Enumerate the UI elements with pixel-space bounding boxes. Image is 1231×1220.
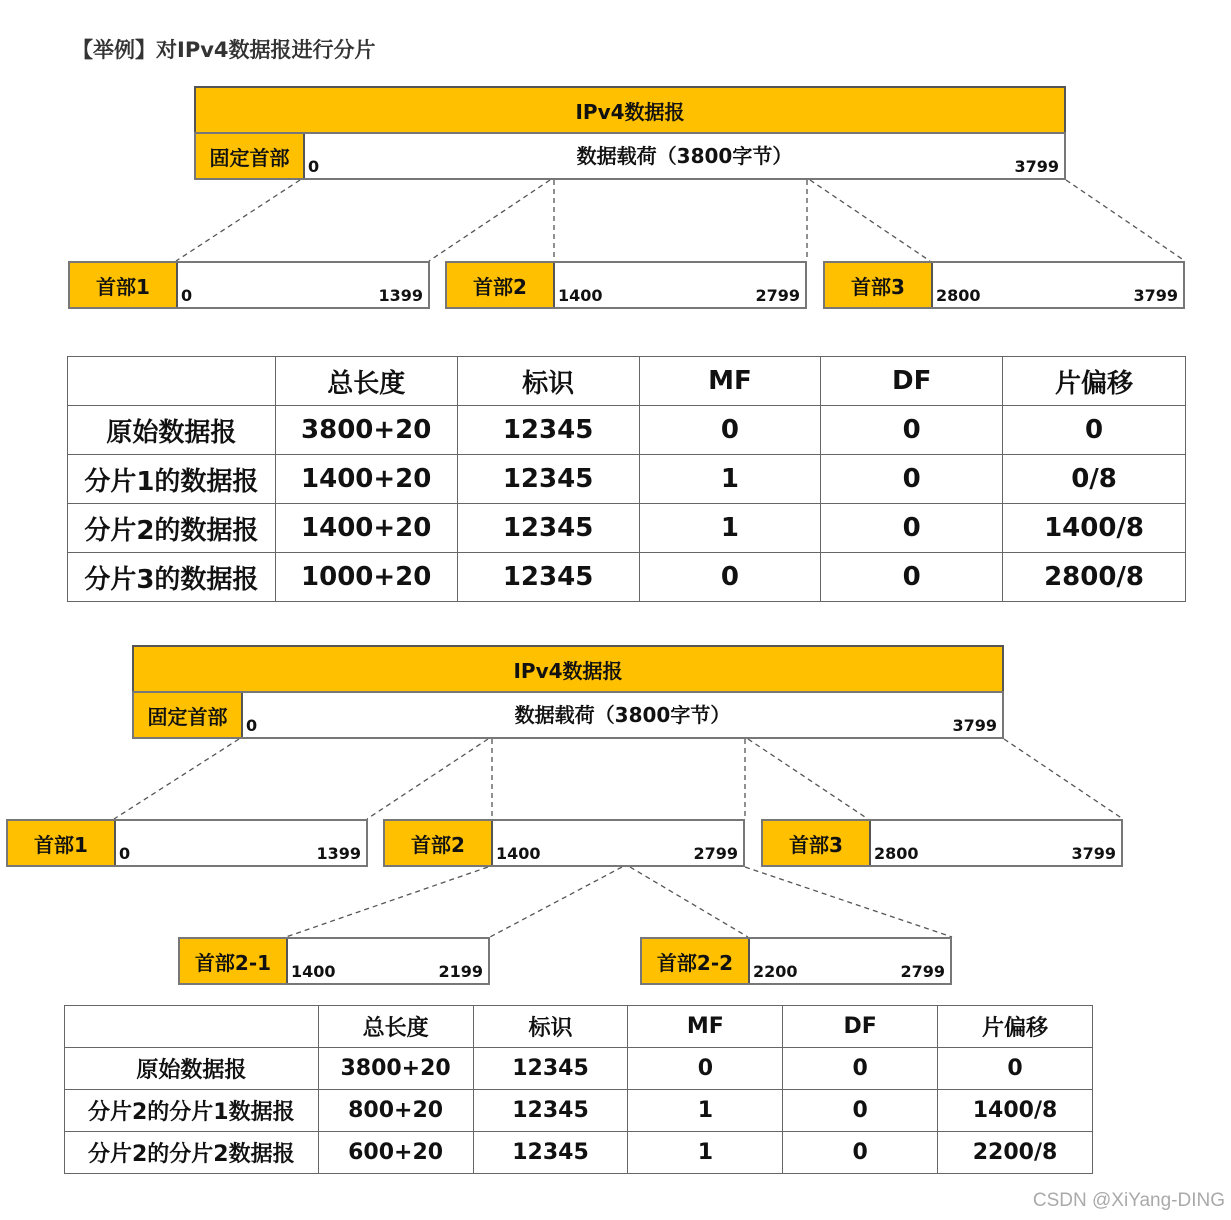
table-cell: 0 xyxy=(783,1132,938,1174)
table-cell: MF xyxy=(628,1006,783,1048)
fragment-2-end: 2799 xyxy=(755,286,800,305)
table-cell: 片偏移 xyxy=(1003,357,1186,406)
table-cell: 2800/8 xyxy=(1003,553,1186,602)
table-cell: 分片2的分片2数据报 xyxy=(65,1132,319,1174)
subfragment-2-1-header-label: 首部2-1 xyxy=(194,950,272,975)
table-cell: 12345 xyxy=(457,455,639,504)
fragment-3 xyxy=(823,261,1185,309)
table-cell: MF xyxy=(639,357,821,406)
fragment-3-header-label: 首部3 xyxy=(789,832,843,857)
table-cell: 12345 xyxy=(473,1132,628,1174)
fragment-1-header xyxy=(70,263,178,307)
fragment-1-end: 1399 xyxy=(378,286,423,305)
subfragment-2-2-payload xyxy=(750,939,950,983)
datagram-bar-label: IPv4数据报 xyxy=(575,99,685,124)
subfragment-2-1-payload xyxy=(288,939,488,983)
table-cell: 0 xyxy=(821,406,1003,455)
fragment-3-start: 2800 xyxy=(874,844,919,863)
table-cell: 0 xyxy=(1003,406,1186,455)
payload-end: 3799 xyxy=(952,716,997,735)
subfragment-2-1 xyxy=(178,937,490,985)
table-cell: 1400+20 xyxy=(275,455,457,504)
fragment-table-2 xyxy=(64,1005,1093,1174)
table-cell: 片偏移 xyxy=(938,1006,1093,1048)
fragment-2-header-label: 首部2 xyxy=(411,832,465,857)
table-cell: 0 xyxy=(821,455,1003,504)
fragment-2-header-label: 首部2 xyxy=(473,274,527,299)
payload-start: 0 xyxy=(246,716,258,735)
datagram-bar xyxy=(194,86,1066,134)
fixed-header-label: 固定首部 xyxy=(147,704,228,729)
fragment-1-start: 0 xyxy=(119,844,131,863)
table-cell: 12345 xyxy=(473,1090,628,1132)
fragment-3-header xyxy=(825,263,933,307)
payload-end: 3799 xyxy=(1014,157,1059,176)
page-title: 【举例】对IPv4数据报进行分片 xyxy=(72,38,376,62)
table-cell: 0 xyxy=(639,553,821,602)
fragment-3-payload xyxy=(933,263,1183,307)
fixed-header xyxy=(134,693,243,737)
subfragment-2-2-start: 2200 xyxy=(753,962,798,981)
fragment-3 xyxy=(761,819,1123,867)
table-cell: DF xyxy=(821,357,1003,406)
table-row xyxy=(68,406,1186,455)
table-row xyxy=(68,455,1186,504)
table-cell xyxy=(68,357,276,406)
payload-label: 数据载荷（3800字节） xyxy=(514,703,731,728)
fragment-3-end: 3799 xyxy=(1133,286,1178,305)
subfragment-2-2 xyxy=(640,937,952,985)
datagram-bar-2 xyxy=(132,645,1004,693)
table-cell: 总长度 xyxy=(275,357,457,406)
table-cell: 分片3的数据报 xyxy=(68,553,276,602)
table-cell: 0 xyxy=(783,1048,938,1090)
payload-label: 数据载荷（3800字节） xyxy=(576,144,793,169)
fragment-1-header xyxy=(8,821,116,865)
subfragment-2-2-header xyxy=(642,939,750,983)
table-cell xyxy=(65,1006,319,1048)
table-cell: 原始数据报 xyxy=(65,1048,319,1090)
fragment-2 xyxy=(383,819,745,867)
table-cell: 0 xyxy=(628,1048,783,1090)
table-cell: 1 xyxy=(628,1132,783,1174)
table-cell: 1 xyxy=(628,1090,783,1132)
csdn-watermark: CSDN @XiYang-DING xyxy=(1032,1190,1225,1211)
table-cell: 1400/8 xyxy=(938,1090,1093,1132)
table-cell: 0 xyxy=(821,553,1003,602)
table-cell: 0 xyxy=(783,1090,938,1132)
fragment-3-header xyxy=(763,821,871,865)
subfragment-2-1-start: 1400 xyxy=(291,962,336,981)
table-cell: 800+20 xyxy=(318,1090,473,1132)
subfragment-2-1-end: 2199 xyxy=(438,962,483,981)
fragment-1-end: 1399 xyxy=(316,844,361,863)
table-cell: 1 xyxy=(639,455,821,504)
table-header-row xyxy=(65,1006,1093,1048)
table-cell: 3800+20 xyxy=(275,406,457,455)
table-cell: 分片2的分片1数据报 xyxy=(65,1090,319,1132)
table-cell: 1 xyxy=(639,504,821,553)
table-row xyxy=(65,1048,1093,1090)
table-cell: 分片1的数据报 xyxy=(68,455,276,504)
fragment-1 xyxy=(6,819,368,867)
subfragment-2-1-header xyxy=(180,939,288,983)
datagram-bar-label: IPv4数据报 xyxy=(513,658,623,683)
table-cell: 1400/8 xyxy=(1003,504,1186,553)
table-cell: 1000+20 xyxy=(275,553,457,602)
table-row xyxy=(68,553,1186,602)
fragment-1-start: 0 xyxy=(181,286,193,305)
table-cell: 600+20 xyxy=(318,1132,473,1174)
datagram-row-2 xyxy=(132,691,1004,739)
table-cell: 12345 xyxy=(457,406,639,455)
fragment-3-payload xyxy=(871,821,1121,865)
fragment-1-payload xyxy=(116,821,366,865)
fragment-2-start: 1400 xyxy=(496,844,541,863)
fixed-header-label: 固定首部 xyxy=(209,145,290,170)
table-cell: 标识 xyxy=(457,357,639,406)
table-row xyxy=(65,1090,1093,1132)
fragment-3-header-label: 首部3 xyxy=(851,274,905,299)
fragment-1-header-label: 首部1 xyxy=(34,832,88,857)
table-cell: 12345 xyxy=(473,1048,628,1090)
table-row xyxy=(68,504,1186,553)
datagram-row xyxy=(194,132,1066,180)
table-header-row xyxy=(68,357,1186,406)
table-cell: 标识 xyxy=(473,1006,628,1048)
table-cell: 3800+20 xyxy=(318,1048,473,1090)
payload xyxy=(243,693,1002,737)
fragment-2 xyxy=(445,261,807,309)
fragment-2-payload xyxy=(555,263,805,307)
fixed-header xyxy=(196,134,305,178)
table-cell: 分片2的数据报 xyxy=(68,504,276,553)
table-cell: 0 xyxy=(821,504,1003,553)
fragment-2-start: 1400 xyxy=(558,286,603,305)
payload xyxy=(305,134,1064,178)
table-cell: 0 xyxy=(938,1048,1093,1090)
table-cell: 总长度 xyxy=(318,1006,473,1048)
fragment-2-payload xyxy=(493,821,743,865)
fragment-3-end: 3799 xyxy=(1071,844,1116,863)
table-cell: 0/8 xyxy=(1003,455,1186,504)
fragment-1-header-label: 首部1 xyxy=(96,274,150,299)
fragment-table-1 xyxy=(67,356,1186,602)
fragment-3-start: 2800 xyxy=(936,286,981,305)
table-cell: 1400+20 xyxy=(275,504,457,553)
subfragment-2-2-header-label: 首部2-2 xyxy=(656,950,734,975)
table-row xyxy=(65,1132,1093,1174)
fragment-2-end: 2799 xyxy=(693,844,738,863)
fragment-1-payload xyxy=(178,263,428,307)
payload-start: 0 xyxy=(308,157,320,176)
fragment-2-header xyxy=(385,821,493,865)
table-cell: 12345 xyxy=(457,553,639,602)
table-cell: 0 xyxy=(639,406,821,455)
table-cell: 12345 xyxy=(457,504,639,553)
table-cell: 2200/8 xyxy=(938,1132,1093,1174)
table-cell: DF xyxy=(783,1006,938,1048)
fragment-1 xyxy=(68,261,430,309)
table-cell: 原始数据报 xyxy=(68,406,276,455)
fragment-2-header xyxy=(447,263,555,307)
subfragment-2-2-end: 2799 xyxy=(900,962,945,981)
